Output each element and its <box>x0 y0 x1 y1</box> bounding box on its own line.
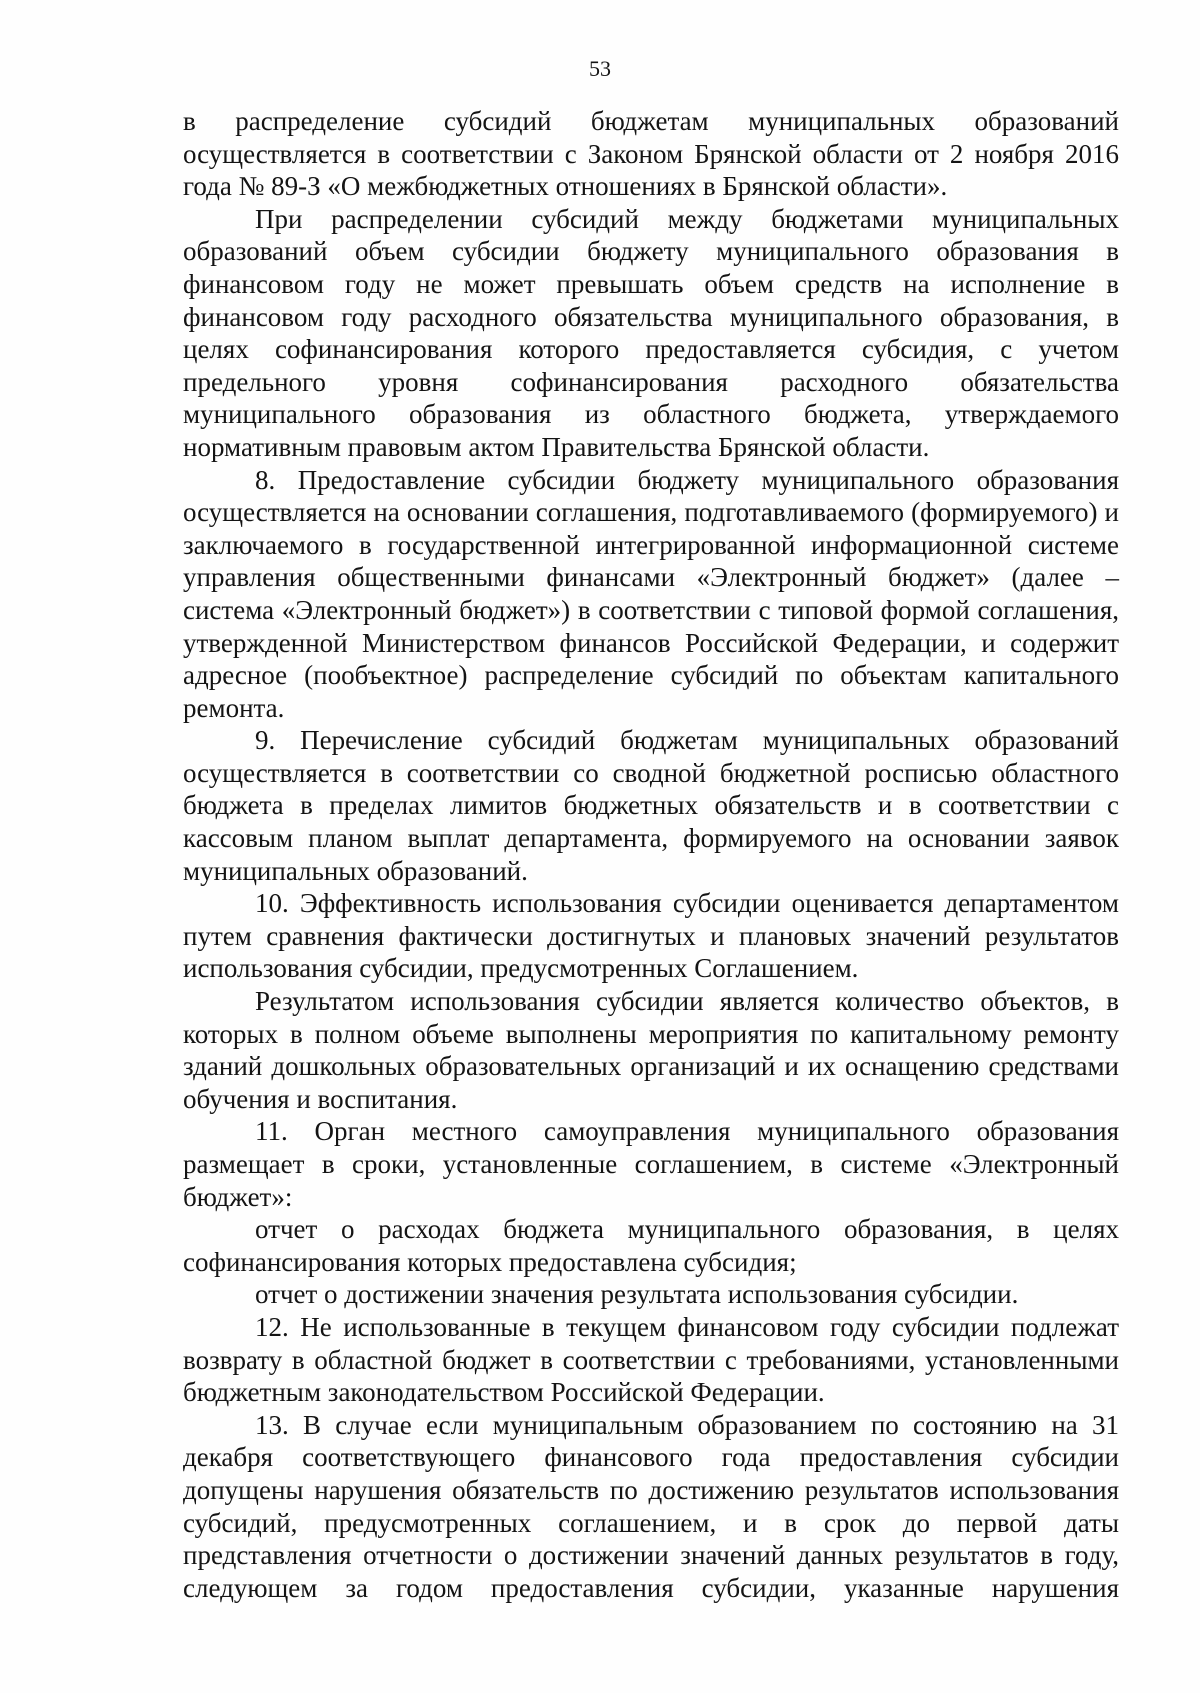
paragraph-item-13: 13. В случае если муниципальным образованием по состоянию на 31 декабря соответствующего финансового года предоставления субсидии допущены нарушения обязательств по достижению результатов использования субсидий, предусмотренных соглашением, и в срок до первой даты представления отчетности о достижении значений данных результатов в году, следующем за годом предоставления субсидии, указанные нарушения <box>183 1409 1119 1603</box>
paragraph-distribution-limits: При распределении субсидий между бюджетами муниципальных образований объем субсидии бюджету муниципального образования в финансовом году не может превышать объем средств на исполнение в финансовом году расходного обязательства муниципального образования, в целях софинансирования которого предоставляется субсидия, с учетом предельного уровня софинансирования расходного обязательства муниципального образования из областного бюджета, утверждаемого нормативным правовым актом Правительства Брянской области. <box>183 203 1119 462</box>
paragraph-item-9: 9. Перечисление субсидий бюджетам муниципальных образований осуществляется в соответствии со сводной бюджетной росписью областного бюджета в пределах лимитов бюджетных обязательств и в соответствии с кассовым планом выплат департамента, формируемого на основании заявок муниципальных образований. <box>183 725 1119 886</box>
paragraph-item-11: 11. Орган местного самоуправления муниципального образования размещает в сроки, установленные соглашением, в системе «Электронный бюджет»: <box>183 1116 1119 1212</box>
paragraph-item-8: 8. Предоставление субсидии бюджету муниципального образования осуществляется на основании соглашения, подготавливаемого (формируемого) и заключаемого в государственной интегрированной информационной системе управления общественными финансами «Электронный бюджет» (далее – система «Электронный бюджет») в соответствии с типовой формой соглашения, утвержденной Министерством финансов Российской Федерации, и содержит адресное (пообъектное) распределение субсидий по объектам капитального ремонта. <box>183 464 1119 723</box>
paragraph-report-result: отчет о достижении значения результата использования субсидии. <box>255 1279 1019 1310</box>
paragraph-item-12: 12. Не использованные в текущем финансовом году субсидии подлежат возврату в областной бюджет в соответствии с требованиями, установленными бюджетным законодательством Российской Федерации. <box>183 1311 1119 1408</box>
paragraph-item-10: 10. Эффективность использования субсидии оценивается департаментом путем сравнения фактически достигнутых и плановых значений результатов использования субсидии, предусмотренных Соглашением. <box>183 888 1119 984</box>
paragraph-report-expenses: отчет о расходах бюджета муниципального образования, в целях софинансирования которых предоставлена субсидия; <box>183 1214 1119 1277</box>
paragraph-distribution-law: в распределение субсидий бюджетам муниципальных образований осуществляется в соответствии с Законом Брянской области от 2 ноября 2016 года № 89-З «О межбюджетных отношениях в Брянской области». <box>183 106 1119 202</box>
page-number: 53 <box>589 56 611 81</box>
paragraph-result: Результатом использования субсидии является количество объектов, в которых в полном объеме выполнены мероприятия по капитальному ремонту зданий дошкольных образовательных организаций и их оснащению средствами обучения и воспитания. <box>183 986 1119 1114</box>
document-body <box>183 105 1119 1604</box>
